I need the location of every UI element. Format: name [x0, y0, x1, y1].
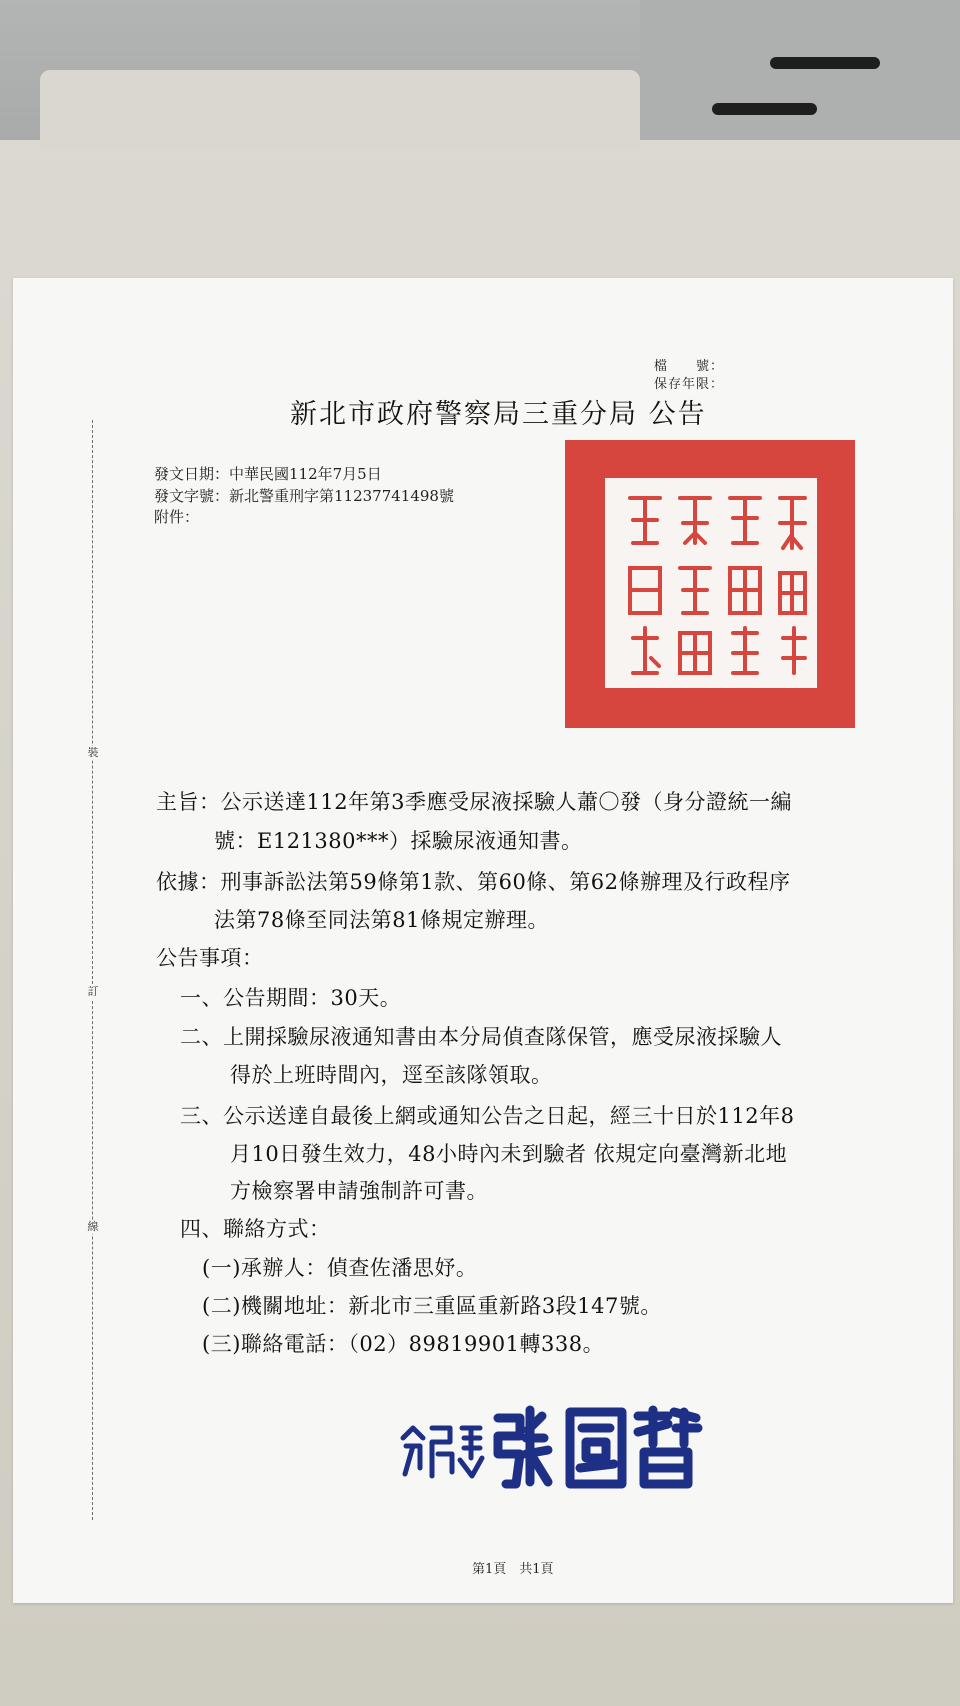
notice-heading: 公告事項： — [156, 946, 264, 970]
subject-line-2: 號：E121380***）採驗尿液通知書。 — [214, 829, 583, 853]
notice-item-4: 四、聯絡方式： — [180, 1217, 331, 1241]
basis-line-2: 法第78條至同法第81條規定辦理。 — [214, 908, 549, 932]
seal-glyphs — [605, 478, 817, 688]
clipboard-cutout — [40, 70, 640, 150]
notice-item-3-line-3: 方檢察署申請強制許可書。 — [230, 1179, 488, 1203]
subject-line-1: 主旨：公示送達112年第3季應受尿液採驗人蕭〇發（身分證統一編 — [156, 790, 792, 814]
page-title: 新北市政府警察局三重分局 公告 — [290, 399, 707, 430]
chief-signature-stamp — [398, 1398, 718, 1493]
notice-item-3-line-2: 月10日發生效力，48小時內未到驗者 依規定向臺灣新北地 — [230, 1142, 788, 1166]
signature-strokes — [398, 1398, 718, 1493]
binding-line — [92, 420, 93, 1520]
page-footer: 第1頁 共1頁 — [472, 1562, 554, 1577]
clip-slot — [712, 103, 817, 115]
notice-item-1: 一、公告期間：30天。 — [180, 986, 402, 1010]
clip-slot — [770, 57, 880, 69]
attachment-label: 附件： — [154, 508, 200, 526]
contact-address: (二)機關地址：新北市三重區重新路3段147號。 — [202, 1294, 662, 1318]
binding-mark: 線 — [87, 1220, 99, 1233]
official-seal — [565, 440, 855, 728]
file-number-label: 檔 號： — [654, 359, 725, 374]
notice-item-3-line-1: 三、公示送達自最後上網或通知公告之日起，經三十日於112年8 — [180, 1104, 795, 1128]
basis-line-1: 依據：刑事訴訟法第59條第1款、第60條、第62條辦理及行政程序 — [156, 870, 791, 894]
binding-mark: 訂 — [87, 985, 99, 998]
retention-label: 保存年限： — [654, 377, 725, 392]
notice-item-2-line-2: 得於上班時間內，逕至該隊領取。 — [230, 1063, 553, 1087]
clipboard-clip — [640, 0, 960, 140]
notice-item-2-line-1: 二、上開採驗尿液通知書由本分局偵查隊保管，應受尿液採驗人 — [180, 1025, 782, 1049]
contact-phone: (三)聯絡電話：（02）89819901轉338。 — [202, 1332, 605, 1356]
seal-face — [605, 478, 817, 688]
binding-mark: 裝 — [87, 746, 99, 759]
issue-date: 發文日期：中華民國112年7月5日 — [154, 465, 382, 483]
issue-number: 發文字號：新北警重刑字第11237741498號 — [154, 487, 454, 505]
contact-person: (一)承辦人：偵查佐潘思妤。 — [202, 1256, 478, 1280]
